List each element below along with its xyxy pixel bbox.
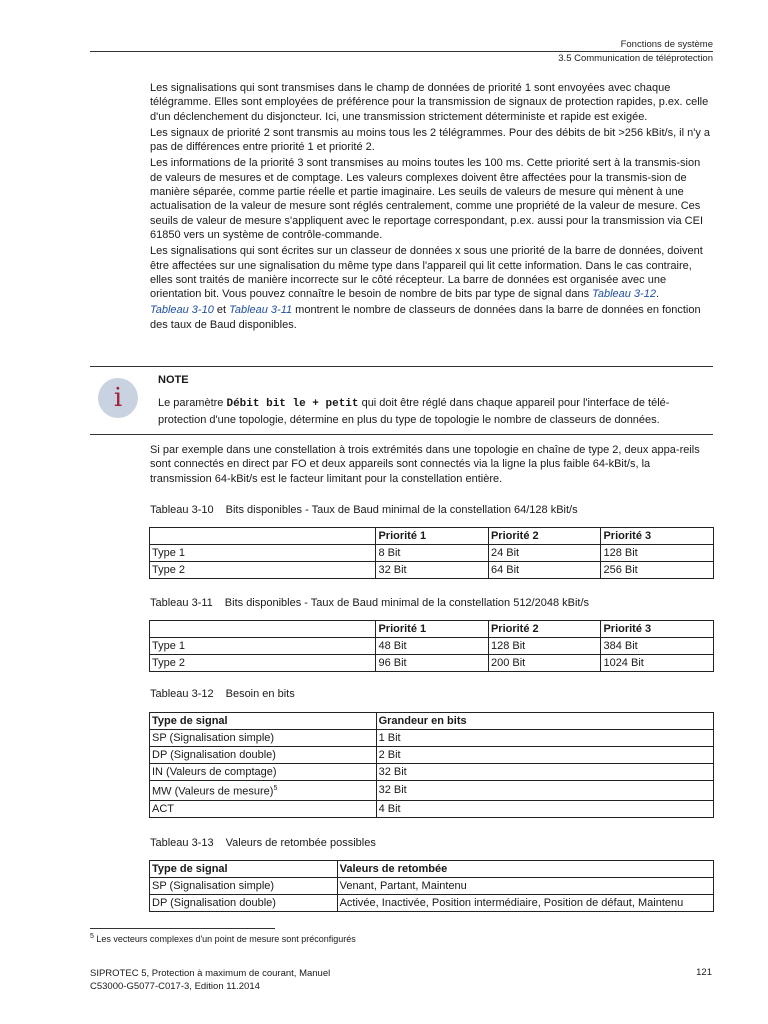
- table-row: [150, 800, 714, 817]
- table-row: [150, 545, 714, 562]
- table-3-11: [149, 620, 714, 672]
- table-cell: 1 Bit: [376, 730, 713, 747]
- paragraph-tables-ref-text: montrent le nombre de classeurs de données dans la barre de données en fonction des taux de Baud disponibles.: [150, 304, 701, 331]
- table-caption-3-10: [150, 504, 578, 516]
- table-3-13: [149, 860, 714, 912]
- table-row: [150, 730, 714, 747]
- running-header-section: 3.5 Communication de téléprotection: [558, 53, 713, 64]
- table-cell: Activée, Inactivée, Position intermédiaire, Position de défaut, Maintenu: [337, 895, 713, 912]
- table-header-cell: Priorité 2: [488, 528, 601, 545]
- footnote: [90, 933, 356, 944]
- table-caption-3-11: [150, 597, 589, 609]
- table-cell: [150, 781, 377, 801]
- table-cell: 128 Bit: [601, 545, 714, 562]
- table-caption-3-13: [150, 837, 376, 849]
- table-cell: 24 Bit: [488, 545, 601, 562]
- table-3-12: [149, 712, 714, 818]
- table-header-cell: Priorité 1: [376, 528, 489, 545]
- table-row: [150, 764, 714, 781]
- note-parameter: Débit bit le + petit: [226, 398, 359, 410]
- table-cell: 256 Bit: [601, 562, 714, 579]
- table-cell: 2 Bit: [376, 747, 713, 764]
- table-cell: ACT: [150, 800, 377, 817]
- table-cell: 128 Bit: [488, 638, 601, 655]
- table-cell: Type 2: [150, 655, 376, 672]
- note-text-after: qui doit être réglé dans chaque appareil pour l'interface de télé-protection d'une topologie, détermine en plus du type de topologie le nombre de classeurs de données.: [158, 397, 670, 426]
- note-title: NOTE: [158, 374, 189, 386]
- info-icon: i: [98, 378, 138, 418]
- table-cell: Type 1: [150, 545, 376, 562]
- page-number: 121: [696, 967, 712, 978]
- table-number: Tableau 3-11: [150, 597, 213, 609]
- footer-manual-title: SIPROTEC 5, Protection à maximum de courant, Manuel: [90, 968, 331, 979]
- table-header-row: [150, 528, 714, 545]
- table-header-cell: [150, 621, 376, 638]
- table-cell: SP (Signalisation simple): [150, 730, 377, 747]
- table-3-10: [149, 527, 714, 579]
- table-cell: 32 Bit: [376, 562, 489, 579]
- header-rule: [90, 51, 713, 52]
- footnote-text: Les vecteurs complexes d'un point de mesure sont préconfigurés: [93, 934, 356, 944]
- table-row: [150, 655, 714, 672]
- table-cell: DP (Signalisation double): [150, 895, 338, 912]
- table-cell: 384 Bit: [601, 638, 714, 655]
- table-row: [150, 878, 714, 895]
- paragraph-tables-ref: [150, 303, 713, 332]
- table-number: Tableau 3-10: [150, 504, 214, 516]
- table-row: [150, 747, 714, 764]
- table-header-cell: Valeurs de retombée: [337, 861, 713, 878]
- table-cell: 32 Bit: [376, 764, 713, 781]
- paragraph-tables-ref-and: et: [213, 304, 230, 317]
- table-header-cell: Grandeur en bits: [376, 713, 713, 730]
- table-cell: 200 Bit: [488, 655, 601, 672]
- paragraph-example: Si par exemple dans une constellation à trois extrémités dans une topologie en chaîne de type 2, deux appa-reils sont connectés en direct par FO et deux appareils sont connectés via la ligne la plus faible 64-kBit/s, la transmission 64-kBit/s est le facteur limitant pour la constellation entière.: [150, 444, 700, 485]
- table-row: [150, 895, 714, 912]
- footer-doc-id: C53000-G5077-C017-3, Edition 11.2014: [90, 981, 260, 992]
- table-row: [150, 781, 714, 801]
- paragraph-data-bar-end: .: [655, 288, 660, 301]
- table-cell: 8 Bit: [376, 545, 489, 562]
- table-header-cell: Type de signal: [150, 861, 338, 878]
- table-row: [150, 638, 714, 655]
- table-header-cell: Priorité 3: [601, 528, 714, 545]
- table-header-cell: Priorité 2: [488, 621, 601, 638]
- table-cell: SP (Signalisation simple): [150, 878, 338, 895]
- table-cell: Type 1: [150, 638, 376, 655]
- link-tableau-3-11[interactable]: Tableau 3-11: [229, 304, 293, 317]
- note-text-before: Le paramètre: [158, 397, 227, 409]
- note-text: [158, 395, 713, 428]
- table-header-cell: [150, 528, 376, 545]
- note-bottom-rule: [90, 434, 713, 435]
- running-header-chapter: Fonctions de système: [620, 39, 713, 50]
- table-title: Bits disponibles - Taux de Baud minimal de la constellation 512/2048 kBit/s: [224, 597, 590, 609]
- link-tableau-3-10[interactable]: Tableau 3-10: [150, 304, 214, 317]
- table-row: [150, 562, 714, 579]
- body-text-block: [150, 81, 713, 334]
- table-number: Tableau 3-13: [150, 837, 214, 849]
- table-title: Valeurs de retombée possibles: [225, 837, 376, 849]
- paragraph-priority-1: Les signalisations qui sont transmises dans le champ de données de priorité 1 sont envoyées avec chaque télégramme. Elles sont employées de préférence pour la transmission de signaux de protection rapides, p.ex. celle d'un déclenchement du disjoncteur. Ici, une transmission strictement déterministe et rapide est exigée.: [150, 82, 709, 123]
- table-cell: DP (Signalisation double): [150, 747, 377, 764]
- table-title: Besoin en bits: [225, 688, 295, 700]
- table-cell: 48 Bit: [376, 638, 489, 655]
- paragraph-data-bar-text: Les signalisations qui sont écrites sur un classeur de données x sous une priorité de la barre de données, doivent être affectées sur une signalisation du même type dans l'appareil qui lit cette information. Dans le cas contraire, elles sont traités de manière incorrecte sur le côté récepteur. La barre de données est organisée avec une orientation bit. Vous pouvez connaître le besoin de nombre de bits par type de signal dans: [150, 245, 703, 301]
- table-number: Tableau 3-12: [150, 688, 214, 700]
- table-cell: 96 Bit: [376, 655, 489, 672]
- page-footer: [90, 967, 330, 993]
- table-cell: Type 2: [150, 562, 376, 579]
- table-cell: IN (Valeurs de comptage): [150, 764, 377, 781]
- note-top-rule: [90, 366, 713, 367]
- table-cell-text: MW (Valeurs de mesure): [152, 785, 274, 798]
- table-cell: Venant, Partant, Maintenu: [337, 878, 713, 895]
- table-title: Bits disponibles - Taux de Baud minimal de la constellation 64/128 kBit/s: [225, 504, 578, 516]
- paragraph-priority-2: Les signaux de priorité 2 sont transmis au moins tous les 2 télégrammes. Pour des débits de bit >256 kBit/s, il n'y a pas de différences entre priorité 1 et priorité 2.: [150, 126, 711, 154]
- table-header-row: [150, 621, 714, 638]
- table-cell: 1024 Bit: [601, 655, 714, 672]
- table-cell: 64 Bit: [488, 562, 601, 579]
- footnote-rule: [90, 928, 275, 929]
- link-tableau-3-12[interactable]: Tableau 3-12: [592, 288, 656, 301]
- table-header-cell: Type de signal: [150, 713, 377, 730]
- table-header-cell: Priorité 3: [601, 621, 714, 638]
- table-header-row: [150, 861, 714, 878]
- table-cell: 32 Bit: [376, 781, 713, 801]
- body-text-example: [150, 443, 713, 488]
- table-header-row: [150, 713, 714, 730]
- table-caption-3-12: [150, 688, 295, 700]
- footnote-mark: 5: [90, 933, 94, 940]
- paragraph-priority-3: Les informations de la priorité 3 sont transmises au moins toutes les 100 ms. Cette priorité sert à la transmis-sion de valeurs de mesures et de comptage. Les valeurs complexes doivent être affectées pour la transmis-sion de manière séparée, comme partie réelle et partie imaginaire. Les seuils de valeurs de mesure qui mènent à une actualisation de la valeur de mesure sont réglés centralement, comme une propriété de la valeur de mesure. Ces seuils de valeur de mesure s'appliquent avec le reportage correspondant, p.ex. aussi pour la transmission via CEI 61850 vers un système de contrôle-commande.: [150, 157, 704, 241]
- footnote-reference[interactable]: 5: [273, 785, 278, 792]
- table-header-cell: Priorité 1: [376, 621, 489, 638]
- table-cell: 4 Bit: [376, 800, 713, 817]
- paragraph-data-bar: [150, 244, 713, 301]
